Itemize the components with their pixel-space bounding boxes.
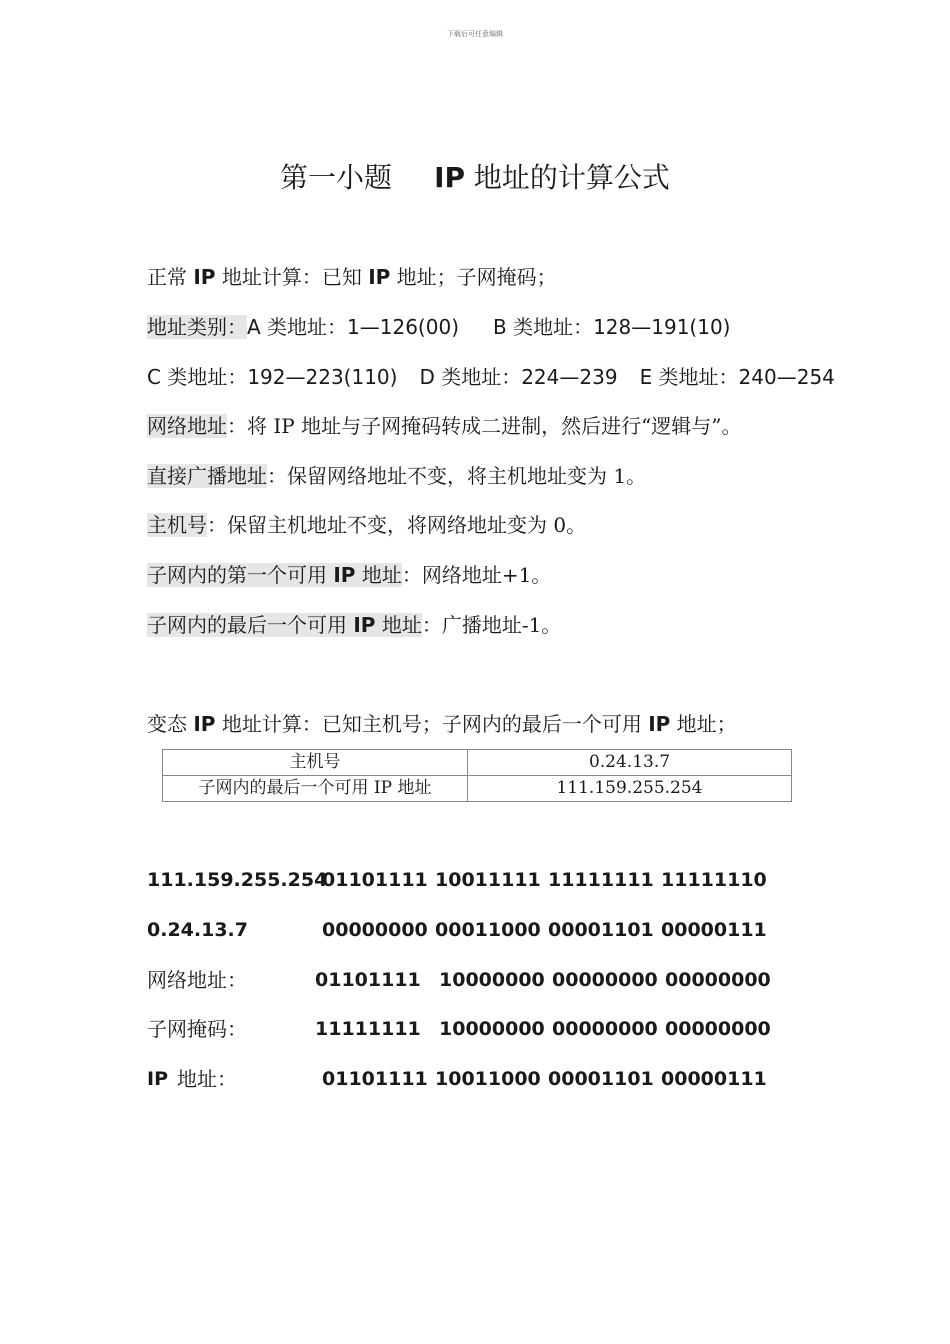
table-cell-value: 111.159.255.254 <box>468 776 792 802</box>
table-cell-value: 0.24.13.7 <box>468 750 792 776</box>
class-a: A 类地址：1—126(00) <box>247 315 459 339</box>
class-b: B 类地址：128—191(10) <box>493 315 731 339</box>
class-e: E 类地址：240—254 <box>639 365 835 389</box>
table-cell-key: 主机号 <box>163 750 468 776</box>
known-values-table <box>162 749 792 802</box>
table-cell-key: 子网内的最后一个可用 IP 地址 <box>163 776 468 802</box>
broadcast-address-rule: 直接广播地址：保留网络地址不变，将主机地址变为 1。 <box>147 464 647 488</box>
class-label: 地址类别： <box>147 315 247 339</box>
address-classes-ab <box>147 313 730 341</box>
network-address-rule: 网络地址：将 IP 地址与子网掩码转成二进制，然后进行“逻辑与”。 <box>147 414 742 438</box>
variant-intro: 变态 IP 地址计算：已知主机号；子网内的最后一个可用 IP 地址； <box>147 712 737 736</box>
class-d: D 类地址：224—239 <box>419 365 618 389</box>
table-row <box>163 750 792 776</box>
class-c: C 类地址：192—223(110) <box>147 365 398 389</box>
table-row <box>163 776 792 802</box>
address-classes-cde <box>147 363 835 391</box>
first-usable-rule: 子网内的第一个可用 IP 地址：网络地址+1。 <box>147 563 552 587</box>
normal-intro: 正常 IP 地址计算：已知 IP 地址；子网掩码； <box>147 265 557 289</box>
title-part1: 第一小题 <box>280 161 393 194</box>
title-part2: 地址的计算公式 <box>473 161 670 194</box>
last-usable-rule: 子网内的最后一个可用 IP 地址：广播地址-1。 <box>147 613 562 637</box>
page-header: 下载后可任意编辑 <box>447 30 503 38</box>
title-ip: IP <box>434 161 466 194</box>
host-number-rule: 主机号：保留主机地址不变，将网络地址变为 0。 <box>147 513 587 537</box>
page-title <box>0 158 950 198</box>
